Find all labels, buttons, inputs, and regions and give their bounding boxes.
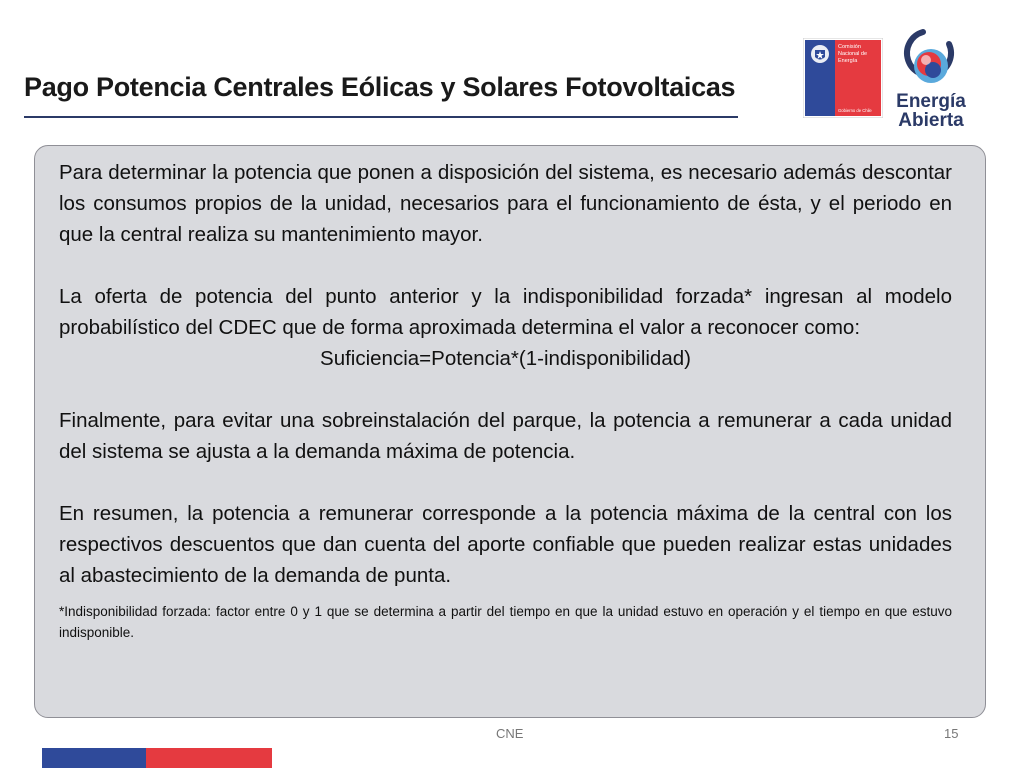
cne-logo-line1: Comisión bbox=[838, 44, 861, 50]
energia-abierta-line1: Energía bbox=[896, 91, 966, 112]
energia-abierta-logo-text bbox=[893, 92, 969, 130]
page-number: 15 bbox=[944, 726, 959, 741]
cne-logo-line3: Energía bbox=[838, 58, 858, 64]
paragraph-2: La oferta de potencia del punto anterior y la indisponibilidad forzada* ingresan al modelo probabilístico del CDEC que de forma aproximada determina el valor a reconocer como: bbox=[59, 285, 952, 339]
energia-abierta-line2: Abierta bbox=[898, 110, 964, 131]
slide-body bbox=[59, 157, 952, 643]
formula: Suficiencia=Potencia*(1-indisponibilidad) bbox=[320, 347, 691, 370]
cne-logo bbox=[803, 38, 883, 118]
slide-title: Pago Potencia Centrales Eólicas y Solares Fotovoltaicas bbox=[24, 72, 736, 102]
cne-logo-bottom: Gobierno de Chile bbox=[838, 108, 872, 113]
paragraph-1: Para determinar la potencia que ponen a disposición del sistema, es necesario además descontar los consumos propios de la unidad, necesarios para el funcionamiento de ésta, y el periodo en que la central realiza su mantenimiento mayor. bbox=[59, 161, 952, 246]
coat-of-arms-icon bbox=[811, 45, 829, 63]
cne-logo-line2: Nacional de bbox=[838, 51, 868, 57]
title-underline bbox=[24, 116, 738, 118]
paragraph-4: En resumen, la potencia a remunerar corresponde a la potencia máxima de la central con los respectivos descuentos que dan cuenta del aporte confiable que pueden realizar estas unidades al abastecimiento de la demanda de punta. bbox=[59, 502, 952, 587]
footer-bar-red bbox=[146, 748, 272, 768]
footnote: *Indisponibilidad forzada: factor entre 0 y 1 que se determina a partir del tiempo en que la unidad estuvo en operación y el tiempo en que estuvo indisponible. bbox=[59, 604, 952, 640]
footer-label: CNE bbox=[496, 726, 524, 741]
paragraph-3: Finalmente, para evitar una sobreinstalación del parque, la potencia a remunerar a cada unidad del sistema se ajusta a la demanda máxima de potencia. bbox=[59, 409, 952, 463]
footer-bar-blue bbox=[42, 748, 146, 768]
